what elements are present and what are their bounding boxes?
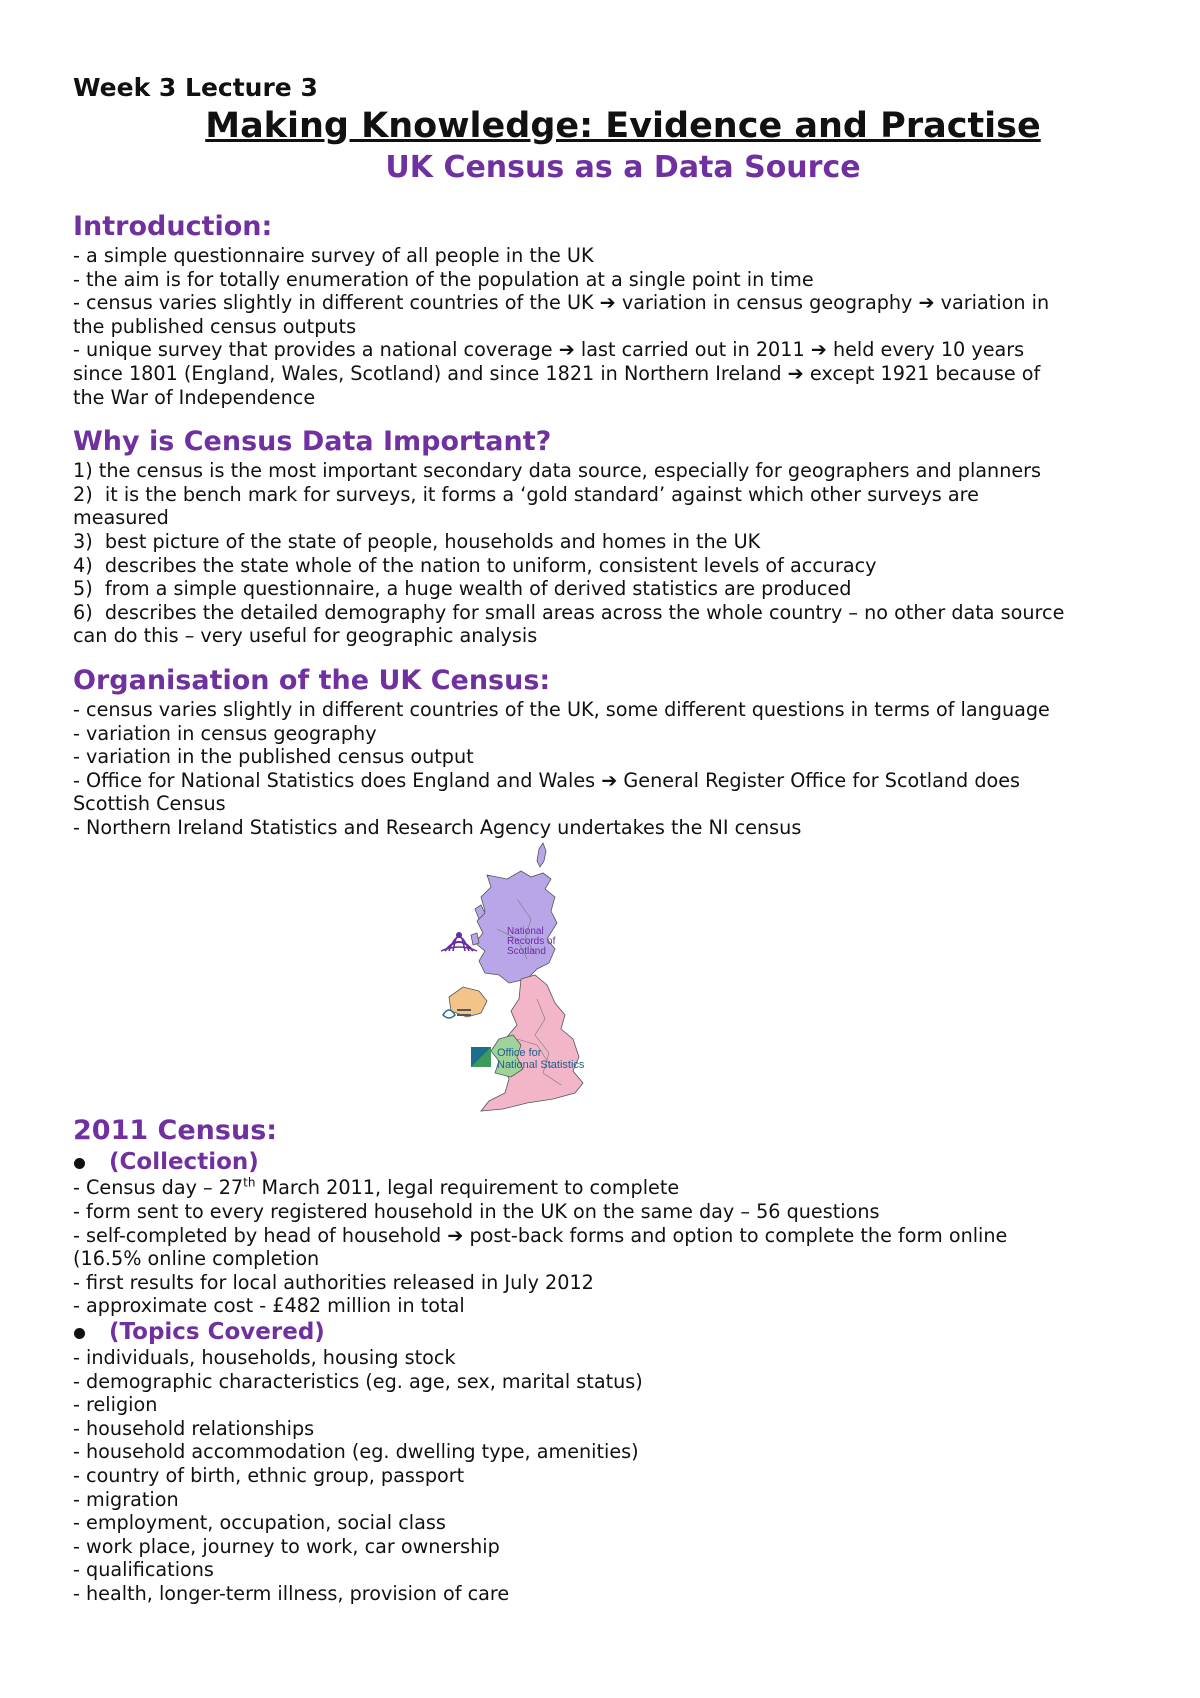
ons-label: Office for National Statistics xyxy=(497,1047,585,1072)
collection-line: - first results for local authorities released in July 2012 xyxy=(73,1270,594,1294)
importance-line: can do this – very useful for geographic analysis xyxy=(73,624,538,648)
topic-line: - migration xyxy=(73,1487,179,1511)
organisation-line: Scottish Census xyxy=(73,792,226,816)
introduction-heading: Introduction: xyxy=(73,211,273,242)
topic-line: - work place, journey to work, car ownership xyxy=(73,1534,500,1558)
introduction-section xyxy=(73,210,1133,409)
topic-line: - demographic characteristics (eg. age, sex, marital status) xyxy=(73,1369,643,1393)
topic-line: - employment, occupation, social class xyxy=(73,1511,446,1535)
importance-line: 5) from a simple questionnaire, a huge wealth of derived statistics are produced xyxy=(73,577,852,601)
importance-line: 4) describes the state whole of the nation to uniform, consistent levels of accuracy xyxy=(73,553,877,577)
intro-line: the published census outputs xyxy=(73,314,357,338)
organisation-heading: Organisation of the UK Census: xyxy=(73,664,551,696)
document-page xyxy=(73,72,1133,1606)
bullet-icon xyxy=(74,1328,85,1339)
importance-line: 2) it is the bench mark for surveys, it forms a ‘gold standard’ against which other surveys are xyxy=(73,482,979,506)
importance-line: 6) describes the detailed demography for small areas across the whole country – no other data source xyxy=(73,600,1065,624)
week-label: Week 3 Lecture 3 xyxy=(73,73,318,102)
northern-ireland-region xyxy=(449,987,487,1017)
collection-subheading: (Collection) xyxy=(73,1148,1133,1176)
intro-line: - the aim is for totally enumeration of the population at a single point in time xyxy=(73,267,814,291)
document-title: Making Knowledge: Evidence and Practise xyxy=(205,106,1041,146)
document-subtitle: UK Census as a Data Source xyxy=(385,150,861,185)
census-2011-heading: 2011 Census: xyxy=(73,1115,278,1147)
topic-line: - individuals, households, housing stock xyxy=(73,1346,456,1370)
shetland-islands xyxy=(537,843,546,867)
organisation-line: - variation in the published census output xyxy=(73,745,474,769)
organisation-section xyxy=(73,664,1133,840)
collection-line: - Census day – 27th March 2011, legal requirement to complete xyxy=(73,1176,680,1200)
importance-section xyxy=(73,425,1133,648)
nrs-label: National Records of Scotland xyxy=(507,926,556,958)
topic-line: - health, longer-term illness, provision of care xyxy=(73,1581,510,1605)
importance-line: measured xyxy=(73,506,169,530)
bullet-icon xyxy=(74,1158,85,1169)
topic-line: - household relationships xyxy=(73,1416,315,1440)
importance-line: 3) best picture of the state of people, households and homes in the UK xyxy=(73,529,761,553)
ons-logo-icon xyxy=(471,1047,491,1067)
organisation-line: - Office for National Statistics does England and Wales ➔ General Register Office for Scotland does xyxy=(73,768,1021,792)
organisation-line: - Northern Ireland Statistics and Research Agency undertakes the NI census xyxy=(73,815,802,839)
topic-line: - qualifications xyxy=(73,1558,214,1582)
collection-line: - form sent to every registered household in the UK on the same day – 56 questions xyxy=(73,1200,880,1224)
collection-line: - approximate cost - £482 million in total xyxy=(73,1294,465,1318)
intro-line: the War of Independence xyxy=(73,385,316,409)
intro-line: - census varies slightly in different countries of the UK ➔ variation in census geography ➔ variation in xyxy=(73,291,1050,315)
collection-line: - self-completed by head of household ➔ post-back forms and option to complete the form online xyxy=(73,1223,1008,1247)
uk-census-map xyxy=(437,839,677,1139)
organisation-line: - variation in census geography xyxy=(73,721,377,745)
intro-line: - unique survey that provides a national coverage ➔ last carried out in 2011 ➔ held every 10 years xyxy=(73,338,1025,362)
organisation-line: - census varies slightly in different countries of the UK, some different questions in terms of language xyxy=(73,697,1050,721)
importance-line: 1) the census is the most important secondary data source, especially for geographers and planners xyxy=(73,459,1042,483)
topic-line: - country of birth, ethnic group, passport xyxy=(73,1464,465,1487)
topics-subheading: (Topics Covered) xyxy=(73,1318,1133,1346)
importance-heading: Why is Census Data Important? xyxy=(73,426,552,458)
intro-line: since 1801 (England, Wales, Scotland) and since 1821 in Northern Ireland ➔ except 1921 because of xyxy=(73,361,1041,385)
census-2011-section xyxy=(73,1114,1133,1605)
collection-line: (16.5% online completion xyxy=(73,1247,320,1271)
topic-line: - religion xyxy=(73,1393,158,1417)
uk-census-map-figure xyxy=(73,839,1133,1114)
topic-line: - household accommodation (eg. dwelling type, amenities) xyxy=(73,1440,639,1464)
intro-line: - a simple questionnaire survey of all people in the UK xyxy=(73,244,594,267)
